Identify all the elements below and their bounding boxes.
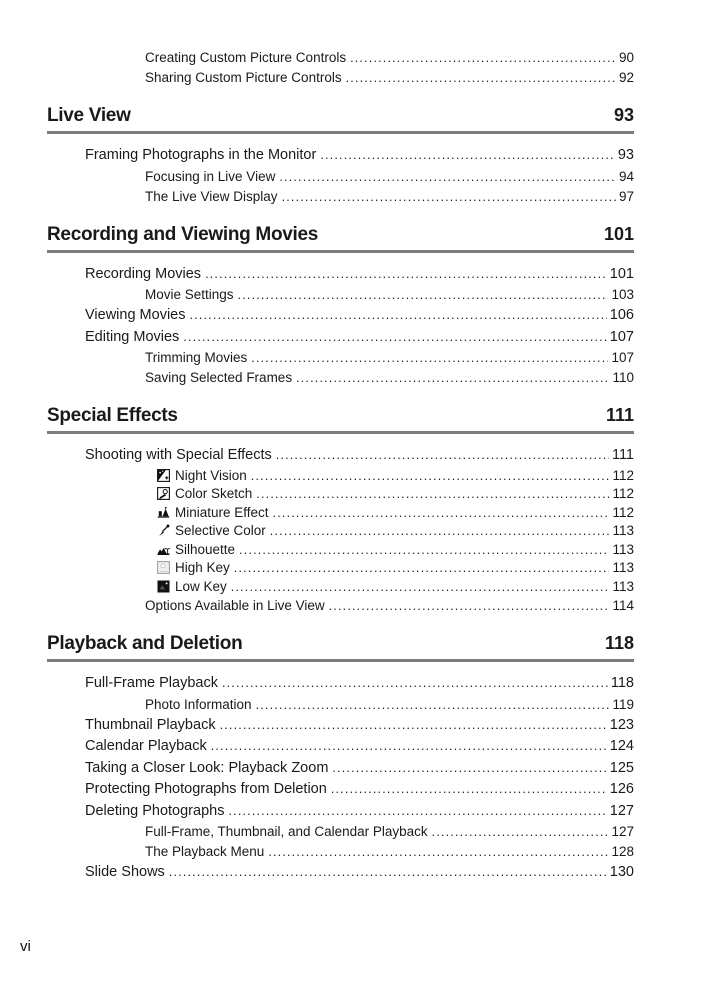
toc-entry-label xyxy=(145,68,342,88)
toc-entry-text: The Live View Display xyxy=(145,188,278,204)
toc-entry-page-number: 127 xyxy=(611,824,634,839)
toc-entry xyxy=(47,862,634,884)
toc-entry xyxy=(47,822,634,842)
toc-entry-page-number: 92 xyxy=(618,70,634,85)
toc-entry xyxy=(47,445,634,467)
section-rule xyxy=(47,431,634,434)
toc-entry-page-number: 93 xyxy=(617,147,634,163)
section-title: Recording and Viewing Movies xyxy=(47,223,319,245)
dot-leader xyxy=(270,522,610,541)
toc-entry-text: High Key xyxy=(175,560,230,575)
toc-entry-label xyxy=(85,145,316,167)
toc-entry-page-number: 125 xyxy=(609,759,634,776)
toc-entry xyxy=(47,801,634,823)
toc-entry-text: Full-Frame Playback xyxy=(85,675,218,691)
dot-leader xyxy=(268,842,608,862)
toc-entry-text: Recording Movies xyxy=(85,265,202,282)
toc-entry-label xyxy=(157,578,227,597)
toc-entry xyxy=(47,485,634,504)
section-page-number: 118 xyxy=(604,633,634,653)
toc-entry-page-number: 101 xyxy=(609,265,634,282)
toc-entry-text: Framing Photographs in the Monitor xyxy=(85,147,317,163)
dot-leader xyxy=(220,715,607,737)
toc-entry xyxy=(47,187,634,207)
dot-leader xyxy=(256,485,609,504)
section-rule xyxy=(47,250,634,253)
toc-entry xyxy=(47,285,634,305)
toc-entry xyxy=(47,48,634,68)
toc-entry-page-number: 112 xyxy=(612,467,634,483)
high-key-icon xyxy=(157,561,170,574)
toc-entry-label xyxy=(145,167,275,187)
toc-entry-page-number: 128 xyxy=(611,844,634,859)
toc-entry-text: Full-Frame, Thumbnail, and Calendar Playback xyxy=(145,824,428,839)
toc-entry-text: Viewing Movies xyxy=(85,307,186,323)
section-page-number: 101 xyxy=(603,223,634,244)
toc-entry-text: Deleting Photographs xyxy=(85,802,225,819)
toc-entry-text: Creating Custom Picture Controls xyxy=(145,50,347,65)
toc-entry-page-number: 111 xyxy=(611,447,634,463)
toc-entry xyxy=(47,559,634,578)
toc-entry-label xyxy=(85,305,185,327)
dot-leader xyxy=(273,504,610,523)
toc-entry-label xyxy=(85,327,179,349)
section-title: Playback and Deletion xyxy=(47,633,243,654)
toc-entry-text: Night Vision xyxy=(175,467,247,483)
toc-entry-label xyxy=(145,368,292,388)
toc-entry-page-number: 113 xyxy=(612,541,634,557)
toc-entry-label xyxy=(157,559,230,578)
dot-leader xyxy=(234,559,610,578)
toc-entry xyxy=(47,695,634,715)
toc-entry-label xyxy=(157,504,269,523)
toc-entry-label xyxy=(145,187,278,207)
dot-leader xyxy=(282,187,616,207)
selective-color-icon xyxy=(157,524,170,537)
toc-entry xyxy=(47,715,634,737)
dot-leader xyxy=(279,167,616,187)
toc-entry-page-number: 107 xyxy=(609,328,634,345)
toc-entry-label xyxy=(85,862,165,884)
toc-entry xyxy=(47,842,634,862)
toc-entry-page-number: 110 xyxy=(612,370,634,385)
toc-entry-page-number: 97 xyxy=(618,188,634,204)
toc-entry-label xyxy=(145,48,346,68)
toc-section xyxy=(47,48,634,88)
toc-page xyxy=(47,48,634,884)
toc-entry-page-number: 126 xyxy=(609,781,634,797)
toc-entry-text: Shooting with Special Effects xyxy=(85,447,272,463)
toc-entry xyxy=(47,68,634,88)
dot-leader xyxy=(183,327,607,349)
section-title: Special Effects xyxy=(47,405,178,426)
toc-entry-text: Slide Shows xyxy=(85,864,165,880)
toc-entry-page-number: 112 xyxy=(612,504,634,520)
dot-leader xyxy=(238,285,609,305)
toc-entry-text: The Playback Menu xyxy=(145,844,265,859)
toc-entry-page-number: 114 xyxy=(612,598,634,613)
section-page-number: 111 xyxy=(605,405,634,425)
dot-leader xyxy=(211,736,607,758)
toc-entry xyxy=(47,368,634,388)
toc-entry-text: Silhouette xyxy=(175,541,236,557)
toc-entry-label xyxy=(157,541,235,560)
toc-entry-label xyxy=(85,736,207,758)
toc-entry-page-number: 90 xyxy=(618,50,634,65)
toc-section xyxy=(47,104,634,207)
toc-entry xyxy=(47,504,634,523)
silhouette-icon xyxy=(157,543,170,556)
toc-entry-text: Color Sketch xyxy=(175,486,253,501)
toc-entry-label xyxy=(85,715,216,737)
low-key-icon xyxy=(157,580,170,593)
toc-entry-label xyxy=(145,596,325,616)
dot-leader xyxy=(205,264,607,286)
toc-entry-text: Selective Color xyxy=(175,523,266,538)
toc-entry xyxy=(47,596,634,616)
toc-entry xyxy=(47,305,634,327)
toc-entry-page-number: 113 xyxy=(612,523,634,538)
dot-leader xyxy=(231,578,610,597)
dot-leader xyxy=(331,779,607,801)
dot-leader xyxy=(346,68,616,88)
toc-entry-text: Calendar Playback xyxy=(85,738,207,754)
dot-leader xyxy=(432,822,609,842)
dot-leader xyxy=(251,467,610,486)
toc-entry-label xyxy=(85,758,328,780)
toc-section xyxy=(47,223,634,389)
toc-entry-page-number: 106 xyxy=(609,307,634,323)
toc-entry-text: Editing Movies xyxy=(85,328,180,345)
section-heading-row xyxy=(47,223,634,246)
toc-entry-page-number: 112 xyxy=(612,486,634,501)
toc-entry xyxy=(47,467,634,486)
toc-entry xyxy=(47,145,634,167)
toc-entry xyxy=(47,779,634,801)
night-vision-icon xyxy=(157,469,170,482)
dot-leader xyxy=(276,445,609,467)
toc-entry-label xyxy=(157,485,252,504)
toc-entry-label xyxy=(145,842,264,862)
toc-entry-text: Sharing Custom Picture Controls xyxy=(145,70,342,85)
section-rule xyxy=(47,131,634,134)
toc-entry-page-number: 94 xyxy=(618,168,634,184)
toc-entry xyxy=(47,541,634,560)
toc-entry-page-number: 113 xyxy=(612,560,634,575)
toc-entry-text: Movie Settings xyxy=(145,287,234,302)
toc-entry-page-number: 103 xyxy=(611,287,634,302)
toc-entry xyxy=(47,673,634,695)
folio-page-number: vi xyxy=(20,938,31,955)
toc-entry-label xyxy=(85,801,224,823)
dot-leader xyxy=(329,596,610,616)
toc-entry-label xyxy=(157,522,266,541)
toc-entry-page-number: 123 xyxy=(609,716,634,733)
dot-leader xyxy=(332,758,606,780)
toc-entry xyxy=(47,522,634,541)
toc-entry-label xyxy=(85,264,201,286)
section-title: Live View xyxy=(47,105,131,126)
toc-entry-page-number: 113 xyxy=(612,578,634,594)
toc-entry-text: Thumbnail Playback xyxy=(85,716,216,733)
toc-entry-label xyxy=(85,445,272,467)
toc-entry-label xyxy=(85,673,218,695)
toc-entry-page-number: 118 xyxy=(610,675,634,691)
dot-leader xyxy=(256,695,610,715)
dot-leader xyxy=(169,862,607,884)
toc-entry-page-number: 107 xyxy=(611,350,634,365)
dot-leader xyxy=(189,305,606,327)
toc-entry-page-number: 124 xyxy=(609,738,634,754)
toc-entry-text: Low Key xyxy=(175,578,227,594)
miniature-effect-icon xyxy=(157,506,170,519)
dot-leader xyxy=(320,145,615,167)
toc-section xyxy=(47,632,634,884)
toc-entry-label xyxy=(85,779,327,801)
toc-section xyxy=(47,404,634,616)
toc-entry-page-number: 119 xyxy=(612,696,634,712)
section-heading-row xyxy=(47,104,634,127)
section-rule xyxy=(47,659,634,662)
toc-entry-text: Protecting Photographs from Deletion xyxy=(85,781,327,797)
color-sketch-icon xyxy=(157,487,170,500)
toc-entry xyxy=(47,736,634,758)
toc-entry-text: Saving Selected Frames xyxy=(145,370,293,385)
toc-entry xyxy=(47,327,634,349)
toc-entry-page-number: 127 xyxy=(609,802,634,819)
toc-entry xyxy=(47,264,634,286)
toc-entry xyxy=(47,758,634,780)
section-heading-row xyxy=(47,632,634,655)
section-heading-row xyxy=(47,404,634,427)
toc-entry-label xyxy=(145,348,247,368)
toc-entry-text: Photo Information xyxy=(145,696,252,712)
toc-entry-label xyxy=(145,695,252,715)
toc-entry-label xyxy=(145,822,428,842)
dot-leader xyxy=(350,48,616,68)
toc-entry-page-number: 130 xyxy=(609,864,634,880)
dot-leader xyxy=(239,541,609,560)
dot-leader xyxy=(251,348,608,368)
dot-leader xyxy=(222,673,608,695)
section-page-number: 93 xyxy=(613,105,634,125)
toc-entry-label xyxy=(145,285,234,305)
toc-entry-text: Options Available in Live View xyxy=(145,598,325,613)
toc-entry-text: Trimming Movies xyxy=(145,350,248,365)
toc-entry-text: Miniature Effect xyxy=(175,504,269,520)
toc-entry xyxy=(47,578,634,597)
toc-entry-text: Taking a Closer Look: Playback Zoom xyxy=(85,759,329,776)
dot-leader xyxy=(296,368,609,388)
toc-entry xyxy=(47,348,634,368)
toc-entry-text: Focusing in Live View xyxy=(145,168,276,184)
toc-entry-label xyxy=(157,467,247,486)
toc-entry xyxy=(47,167,634,187)
dot-leader xyxy=(228,801,606,823)
